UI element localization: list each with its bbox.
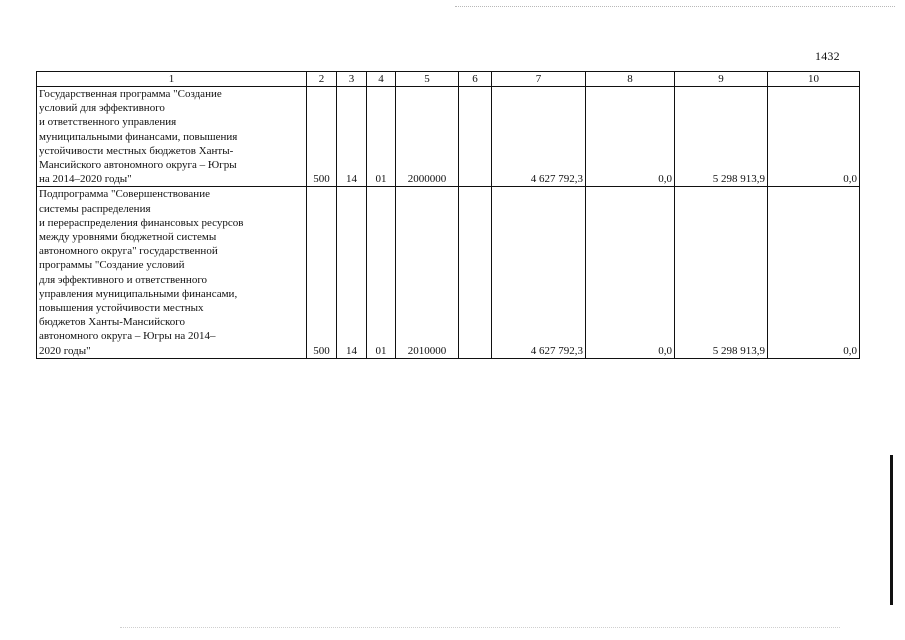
amount-cell: 4 627 792,3 (492, 187, 586, 358)
scan-edge-artifact (890, 455, 893, 605)
target-article-cell: 2000000 (396, 87, 459, 187)
scan-artifact-bottom (120, 627, 840, 628)
program-name-cell: Подпрограмма "Совершенствование системы распределения и перераспределения финансовых ресурсов между уровнями бюджетной системы автономного округа" государственной программы "Создание условий для эффективного и ответственного управления муниципальными финансами, повышения устойчивости местных бюджетов Ханты-Мансийского автономного округа – Югры на 2014– 2020 годы" (37, 187, 307, 358)
subsection-code-cell: 01 (367, 87, 396, 187)
program-name-cell: Государственная программа "Создание условий для эффективного и ответственного управления муниципальными финансами, повышения устойчивости местных бюджетов Ханты- Мансийского автономного округа – Югры на 2014–2020 годы" (37, 87, 307, 187)
column-header: 7 (492, 72, 586, 87)
target-article-cell: 2010000 (396, 187, 459, 358)
table-row (37, 87, 860, 187)
column-header: 9 (675, 72, 768, 87)
amount-cell: 0,0 (586, 187, 675, 358)
amount-cell: 5 298 913,9 (675, 87, 768, 187)
table-row (37, 187, 860, 358)
column-header: 10 (768, 72, 860, 87)
column-header: 2 (307, 72, 337, 87)
expense-type-cell (459, 87, 492, 187)
scan-artifact-top (455, 6, 895, 7)
amount-cell: 0,0 (768, 187, 860, 358)
table-header-row (37, 72, 860, 87)
subsection-code-cell: 01 (367, 187, 396, 358)
column-header: 1 (37, 72, 307, 87)
expense-type-cell (459, 187, 492, 358)
amount-cell: 4 627 792,3 (492, 87, 586, 187)
column-header: 8 (586, 72, 675, 87)
section-code-cell: 14 (337, 187, 367, 358)
amount-cell: 0,0 (586, 87, 675, 187)
column-header: 4 (367, 72, 396, 87)
amount-cell: 0,0 (768, 87, 860, 187)
ministry-code-cell: 500 (307, 87, 337, 187)
column-header: 3 (337, 72, 367, 87)
amount-cell: 5 298 913,9 (675, 187, 768, 358)
budget-table (36, 71, 860, 359)
section-code-cell: 14 (337, 87, 367, 187)
ministry-code-cell: 500 (307, 187, 337, 358)
page-number: 1432 (815, 49, 840, 63)
column-header: 6 (459, 72, 492, 87)
column-header: 5 (396, 72, 459, 87)
